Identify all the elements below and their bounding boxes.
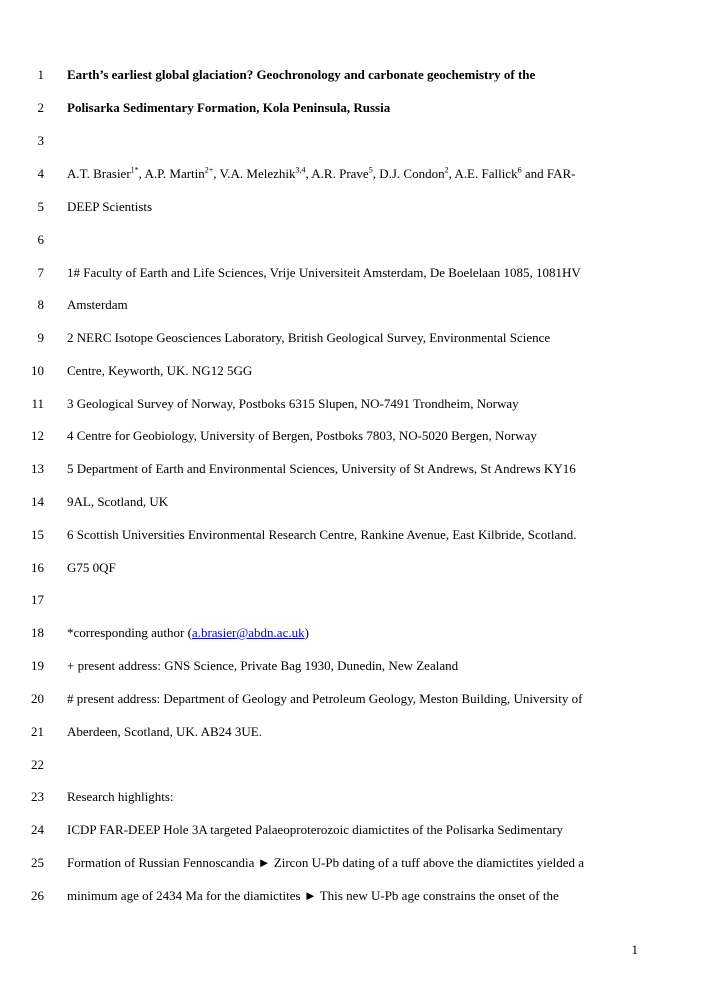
- corresponding-suffix: ): [304, 625, 309, 640]
- manuscript-line: [0, 656, 707, 676]
- title-line-1: Earth’s earliest global glaciation? Geochronology and carbonate geochemistry of the: [67, 67, 536, 82]
- manuscript-line: [0, 590, 707, 610]
- line-number: 26: [31, 888, 44, 903]
- line-number: 24: [31, 822, 44, 837]
- manuscript-line: [0, 886, 707, 906]
- affiliation-line: 3 Geological Survey of Norway, Postboks 6315 Slupen, NO-7491 Trondheim, Norway: [67, 396, 519, 411]
- manuscript-line: [0, 263, 707, 283]
- line-number: 6: [37, 232, 44, 247]
- line-number: 25: [31, 855, 44, 870]
- manuscript-line: [0, 623, 707, 643]
- line-number: 21: [31, 724, 44, 739]
- manuscript-line: [0, 525, 707, 545]
- line-number: 8: [37, 297, 44, 312]
- author-list: [67, 164, 576, 184]
- corresponding-author: [67, 623, 309, 643]
- author-name: A.T. Brasier: [67, 166, 131, 181]
- manuscript-line: [0, 853, 707, 873]
- manuscript-line: [0, 230, 707, 250]
- manuscript-line: [0, 295, 707, 315]
- line-number: 22: [31, 757, 44, 772]
- affiliation-line: 2 NERC Isotope Geosciences Laboratory, British Geological Survey, Environmental Science: [67, 330, 551, 345]
- manuscript-line: [0, 722, 707, 742]
- highlights-text: Formation of Russian Fennoscandia ► Zircon U-Pb dating of a tuff above the diamictites yielded a: [67, 855, 584, 870]
- author-affiliation-mark: 3,4: [295, 165, 306, 175]
- author-separator: ,: [372, 166, 380, 181]
- line-number: 2: [37, 100, 44, 115]
- author-separator: ,: [213, 166, 220, 181]
- manuscript-line: [0, 131, 707, 151]
- highlights-heading: Research highlights:: [67, 789, 174, 804]
- line-number: 1: [37, 67, 44, 82]
- corresponding-prefix: *corresponding author (: [67, 625, 192, 640]
- author-list-continued: DEEP Scientists: [67, 199, 153, 214]
- affiliation-line: 9AL, Scotland, UK: [67, 494, 169, 509]
- author-separator: ,: [305, 166, 312, 181]
- line-number: 3: [37, 133, 44, 148]
- author-affiliation-mark: 5: [368, 165, 373, 175]
- line-number: 17: [31, 592, 44, 607]
- manuscript-line: [0, 558, 707, 578]
- line-number: 5: [37, 199, 44, 214]
- author-separator: ,: [138, 166, 145, 181]
- manuscript-line: [0, 755, 707, 775]
- manuscript-line: [0, 492, 707, 512]
- corresponding-email-link[interactable]: a.brasier@abdn.ac.uk: [191, 625, 305, 640]
- line-number: 11: [31, 396, 44, 411]
- author-name: A.P. Martin: [144, 166, 205, 181]
- affiliation-line: Amsterdam: [67, 297, 128, 312]
- manuscript-line: [0, 164, 707, 184]
- author-name: A.R. Prave: [311, 166, 369, 181]
- affiliation-line: 5 Department of Earth and Environmental Sciences, University of St Andrews, St Andrews KY16: [67, 461, 576, 476]
- line-number: 10: [31, 363, 44, 378]
- manuscript-line: [0, 65, 707, 85]
- author-affiliation-mark: 2+: [204, 165, 214, 175]
- line-number: 12: [31, 428, 44, 443]
- present-address-note: Aberdeen, Scotland, UK. AB24 3UE.: [67, 724, 262, 739]
- manuscript-line: [0, 394, 707, 414]
- author-name: D.J. Condon: [379, 166, 445, 181]
- manuscript-line: [0, 197, 707, 217]
- highlights-text: minimum age of 2434 Ma for the diamictites ► This new U-Pb age constrains the onset of the: [67, 888, 559, 903]
- author-separator: ,: [448, 166, 455, 181]
- affiliation-line: 4 Centre for Geobiology, University of Bergen, Postboks 7803, NO-5020 Bergen, Norway: [67, 428, 537, 443]
- line-number: 4: [37, 166, 44, 181]
- line-number: 23: [31, 789, 44, 804]
- line-number: 18: [31, 625, 44, 640]
- line-number: 15: [31, 527, 44, 542]
- manuscript-line: [0, 98, 707, 118]
- page-number: 1: [631, 942, 638, 957]
- line-number: 19: [31, 658, 44, 673]
- author-separator: and FAR-: [521, 166, 576, 181]
- line-number: 20: [31, 691, 44, 706]
- highlights-text: ICDP FAR-DEEP Hole 3A targeted Palaeoproterozoic diamictites of the Polisarka Sedimentary: [67, 822, 564, 837]
- manuscript-line: [0, 426, 707, 446]
- affiliation-line: G75 0QF: [67, 560, 116, 575]
- manuscript-line: [0, 820, 707, 840]
- affiliation-line: Centre, Keyworth, UK. NG12 5GG: [67, 363, 253, 378]
- present-address-note: + present address: GNS Science, Private Bag 1930, Dunedin, New Zealand: [67, 658, 459, 673]
- manuscript-line: [0, 328, 707, 348]
- author-affiliation-mark: 2: [444, 165, 449, 175]
- author-name: A.E. Fallick: [454, 166, 518, 181]
- manuscript-line: [0, 361, 707, 381]
- author-affiliation-mark: 1*: [130, 165, 139, 175]
- line-number: 9: [37, 330, 44, 345]
- line-number: 16: [31, 560, 44, 575]
- author-name: V.A. Melezhik: [219, 166, 296, 181]
- manuscript-line: [0, 689, 707, 709]
- present-address-note: # present address: Department of Geology and Petroleum Geology, Meston Building, University of: [67, 691, 583, 706]
- line-number: 7: [37, 265, 44, 280]
- affiliation-line: 6 Scottish Universities Environmental Research Centre, Rankine Avenue, East Kilbride, Scotland.: [67, 527, 577, 542]
- line-number: 13: [31, 461, 44, 476]
- title-line-2: Polisarka Sedimentary Formation, Kola Peninsula, Russia: [67, 100, 391, 115]
- line-number: 14: [31, 494, 44, 509]
- affiliation-line: 1# Faculty of Earth and Life Sciences, Vrije Universiteit Amsterdam, De Boelelaan 1085, 1081HV: [67, 265, 581, 280]
- manuscript-line: [0, 459, 707, 479]
- author-affiliation-mark: 6: [517, 165, 522, 175]
- manuscript-line: [0, 787, 707, 807]
